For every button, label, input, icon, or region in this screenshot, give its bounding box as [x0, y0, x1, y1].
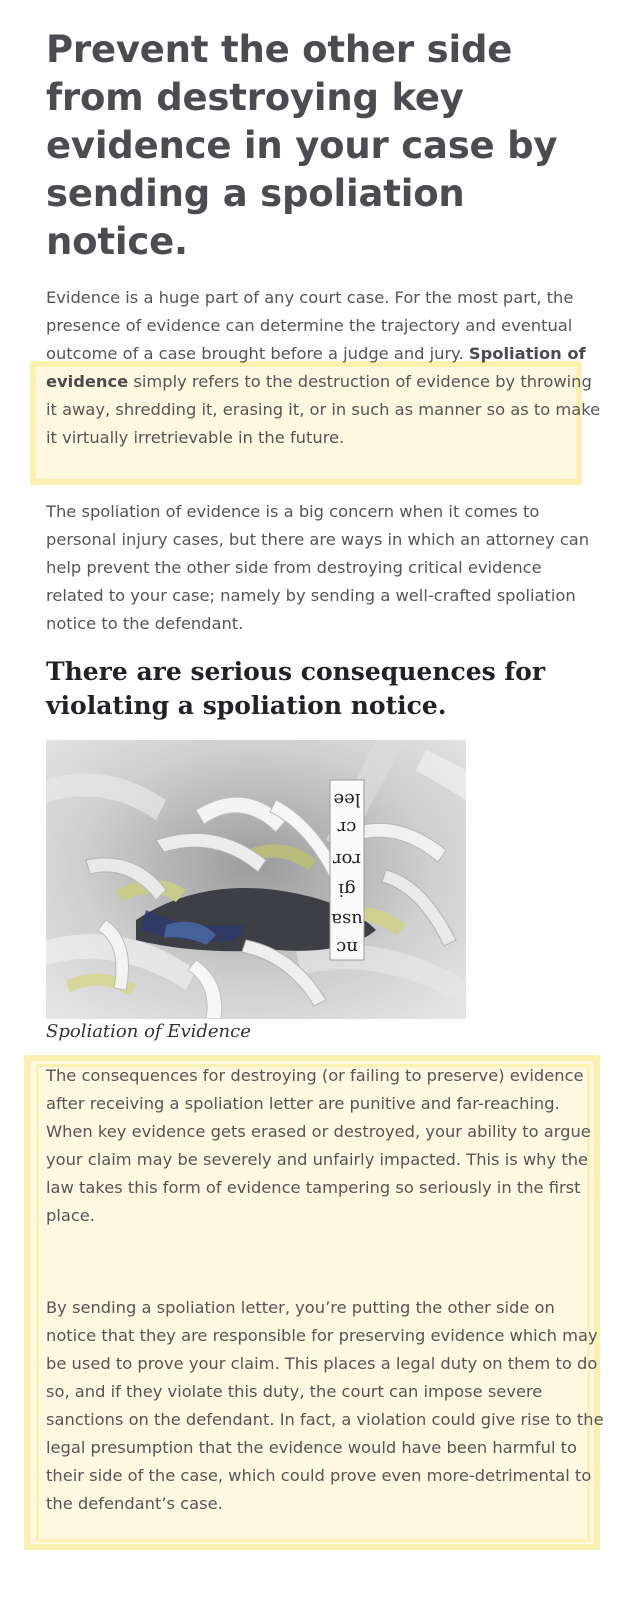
strip-text-6: nc [336, 937, 358, 958]
strip-text-4: gi [338, 879, 356, 900]
strip-text-1: lee [333, 789, 361, 810]
strip-text-3: ror [332, 849, 362, 870]
image-caption: Spoliation of Evidence [46, 1021, 251, 1042]
paragraph-three: The consequences for destroying (or failing to preserve) evidence after receiving a spoliation letter are punitive and far-reaching. When key evidence gets erased or destroyed, your ability to argue your claim may be severely and unfairly impacted. This is why the law takes this form of evidence tampering so seriously in the first place. [46, 1066, 591, 1225]
section-heading: There are serious consequences for violating a spoliation notice. [46, 657, 546, 720]
paragraph-four: By sending a spoliation letter, you’re putting the other side on notice that they are responsible for preserving evidence which may be used to prove your claim. This places a legal duty on them to do so, and if they violate this duty, the court can impose severe sanctions on the defendant. In fact, a violation could give rise to the legal presumption that the evidence would have been harmful to their side of the case, which could prove even more-detrimental to the defendant’s case. [46, 1298, 604, 1513]
intro-paragraph [46, 284, 604, 452]
paragraph-two: The spoliation of evidence is a big concern when it comes to personal injury cases, but there are ways in which an attorney can help prevent the other side from destroying critical evidence related to your case; namely by sending a well-crafted spoliation notice to the defendant. [46, 502, 590, 633]
shredded-paper-photo [46, 740, 466, 1019]
strip-text-2: cr [337, 817, 357, 838]
spoliation-definition: simply refers to the destruction of evidence by throwing it away, shredding it, erasing it, or in such as manner so as to make it virtually irretrievable in the future. [46, 372, 601, 447]
page-title: Prevent the other side from destroying key evidence in your case by sending a spoliation notice. [46, 28, 558, 263]
intro-lead: Evidence is a huge part of any court case. For the most part, the presence of evidence can determine the trajectory and eventual outcome of a case brought before a judge and jury. [46, 288, 574, 363]
strip-text-5: usa [331, 909, 363, 930]
spoliation-term: Spoliation of evidence [46, 344, 586, 391]
